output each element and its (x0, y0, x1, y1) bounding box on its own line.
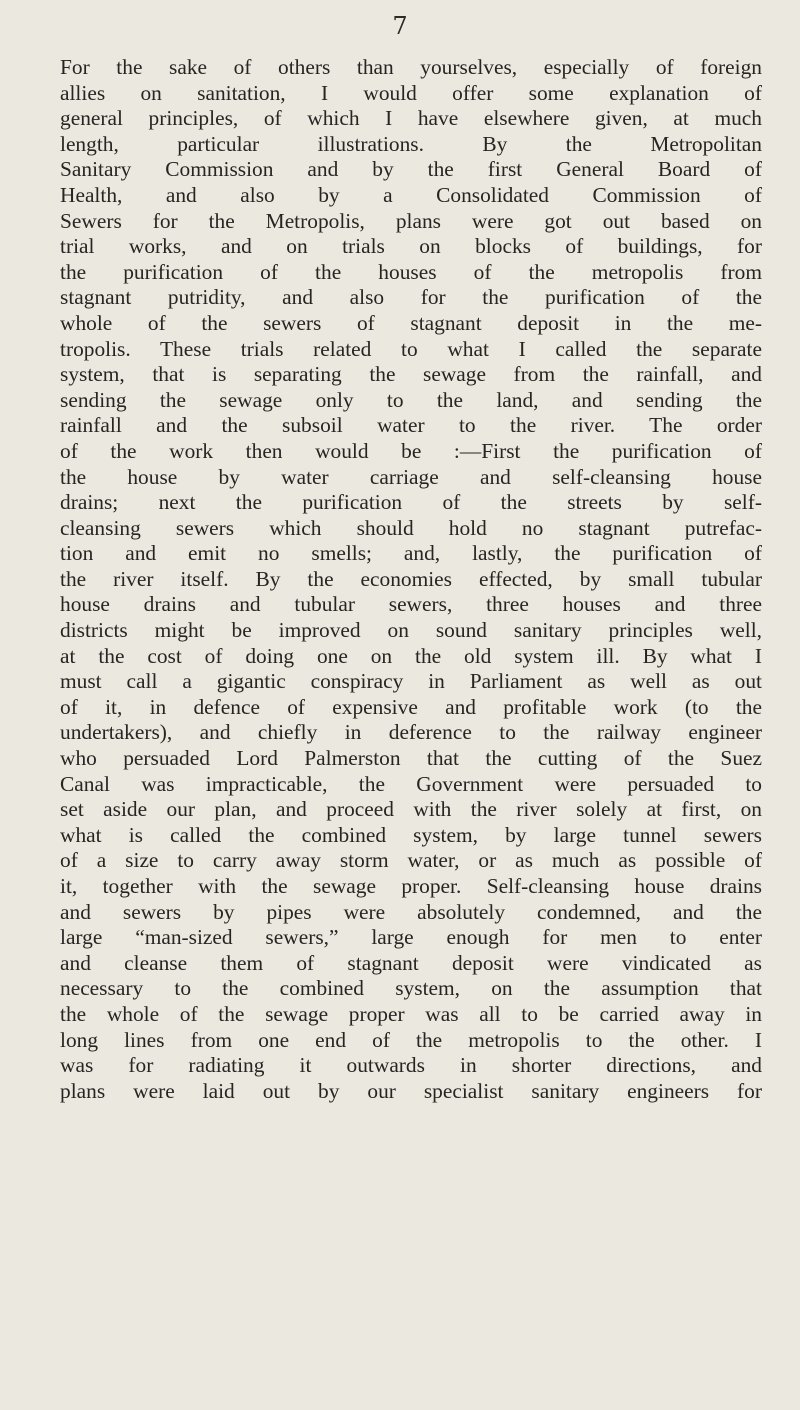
text-line: cleansing sewers which should hold no stagnant putrefac- (60, 515, 762, 540)
text-line: rainfall and the subsoil water to the river. The order (60, 413, 762, 438)
text-line: sending the sewage only to the land, and sending the (60, 387, 762, 412)
text-line: tion and emit no smells; and, lastly, the purification of (60, 541, 762, 566)
text-line: and sewers by pipes were absolutely condemned, and the (60, 899, 762, 924)
text-line: set aside our plan, and proceed with the river solely at first, on (60, 797, 762, 822)
text-line: plans were laid out by our specialist sanitary engineers for (60, 1078, 762, 1103)
text-line: Sanitary Commission and by the first General Board of (60, 157, 762, 182)
text-line: and cleanse them of stagnant deposit were vindicated as (60, 950, 762, 975)
text-line: Canal was impracticable, the Government were persuaded to (60, 771, 762, 796)
text-line: was for radiating it outwards in shorter directions, and (60, 1053, 762, 1078)
text-line: the purification of the houses of the metropolis from (60, 259, 762, 284)
text-line: at the cost of doing one on the old system ill. By what I (60, 643, 762, 668)
text-line: of it, in defence of expensive and profitable work (to the (60, 694, 762, 719)
text-line: what is called the combined system, by large tunnel sewers (60, 822, 762, 847)
text-line: must call a gigantic conspiracy in Parliament as well as out (60, 669, 762, 694)
text-line: house drains and tubular sewers, three houses and three (60, 592, 762, 617)
text-line: large “man-sized sewers,” large enough for men to enter (60, 925, 762, 950)
text-line: length, particular illustrations. By the Metropolitan (60, 131, 762, 156)
text-line: of the work then would be :—First the purification of (60, 438, 762, 463)
text-line: necessary to the combined system, on the assumption that (60, 976, 762, 1001)
body-paragraph (60, 55, 762, 1104)
text-line: the river itself. By the economies effected, by small tubular (60, 566, 762, 591)
text-line: allies on sanitation, I would offer some explanation of (60, 80, 762, 105)
text-line: stagnant putridity, and also for the purification of the (60, 285, 762, 310)
text-line: Sewers for the Metropolis, plans were got out based on (60, 208, 762, 233)
text-line: For the sake of others than yourselves, especially of foreign (60, 55, 762, 79)
text-line: tropolis. These trials related to what I called the separate (60, 336, 762, 361)
text-line: trial works, and on trials on blocks of buildings, for (60, 234, 762, 259)
text-line: of a size to carry away storm water, or as much as possible of (60, 848, 762, 873)
text-line: system, that is separating the sewage from the rainfall, and (60, 362, 762, 387)
text-line: who persuaded Lord Palmerston that the cutting of the Suez (60, 746, 762, 771)
text-line: the house by water carriage and self-cleansing house (60, 464, 762, 489)
text-line: general principles, of which I have elsewhere given, at much (60, 106, 762, 131)
text-line: districts might be improved on sound sanitary principles well, (60, 618, 762, 643)
text-line: the whole of the sewage proper was all to be carried away in (60, 1001, 762, 1026)
text-line: whole of the sewers of stagnant deposit in the me- (60, 310, 762, 335)
text-line: Health, and also by a Consolidated Commission of (60, 182, 762, 207)
page-number: 7 (392, 12, 408, 40)
text-line: undertakers), and chiefly in deference to the railway engineer (60, 720, 762, 745)
text-line: it, together with the sewage proper. Self-cleansing house drains (60, 874, 762, 898)
text-line: long lines from one end of the metropolis to the other. I (60, 1027, 762, 1052)
text-line: drains; next the purification of the streets by self- (60, 490, 762, 515)
